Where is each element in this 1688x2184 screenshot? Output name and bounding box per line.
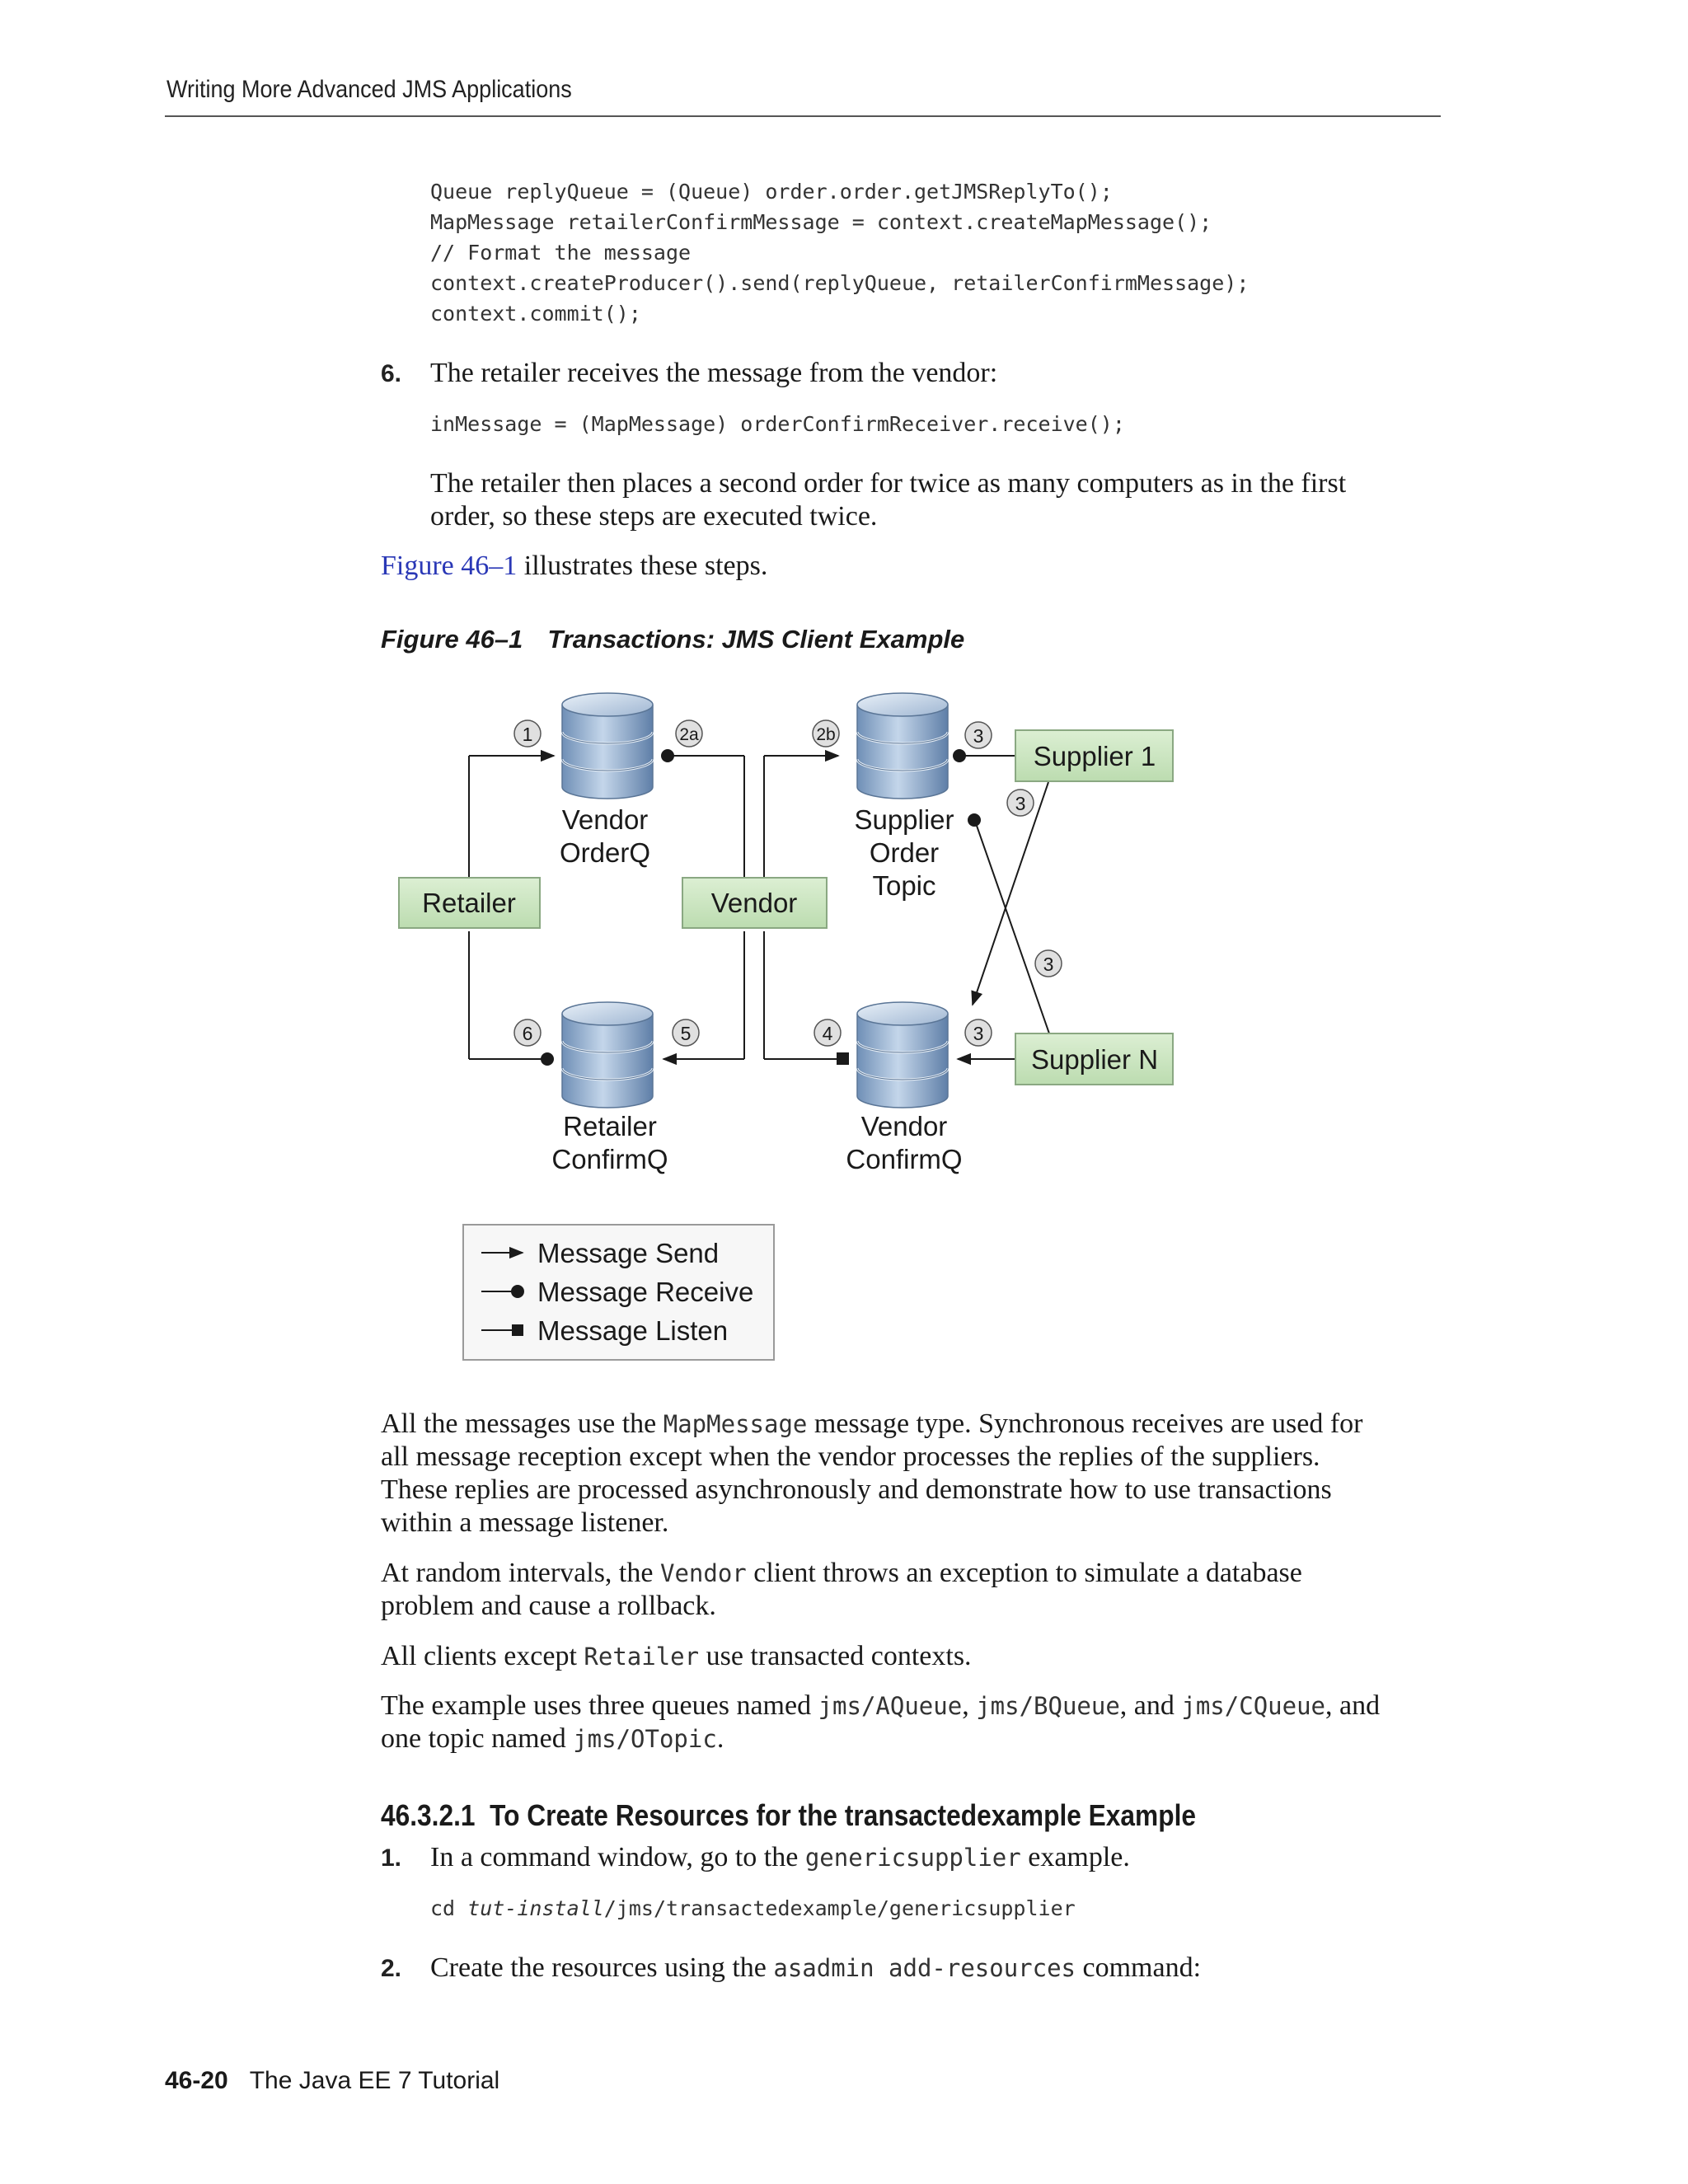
receive-dot-3b <box>968 813 981 827</box>
code-line: context.commit(); <box>430 302 641 326</box>
supplier-order-topic-label-2: Order <box>869 837 940 868</box>
step-6-paragraph <box>430 467 1346 533</box>
step-marker-3a <box>965 722 992 748</box>
section-heading <box>381 1798 1196 1833</box>
step-marker-4 <box>814 1019 841 1046</box>
supplier-order-topic-label-3: Topic <box>872 870 936 901</box>
vendor-confirmq-label-2: ConfirmQ <box>846 1144 963 1174</box>
figure-reference <box>381 550 767 583</box>
step-6-text: The retailer receives the message from the vendor: <box>430 358 998 388</box>
receive-dot-2a <box>661 749 674 762</box>
transactions-diagram <box>381 669 1205 1370</box>
step-marker-3c <box>1035 950 1062 977</box>
text-line: order, so these steps are executed twice. <box>430 501 878 532</box>
vendor-orderq-db-icon <box>562 693 653 799</box>
figure-caption <box>381 625 964 654</box>
text-line: The retailer then places a second order for twice as many computers as in the first <box>430 468 1347 499</box>
supplier-1-node-label: Supplier 1 <box>1033 741 1156 771</box>
svg-text:5: 5 <box>680 1023 692 1044</box>
header-rule <box>165 115 1441 117</box>
code-line: MapMessage retailerConfirmMessage = context.createMapMessage(); <box>430 210 1212 234</box>
text-line: problem and cause a rollback. <box>381 1591 716 1621</box>
paragraph-mapmessage <box>381 1408 1362 1540</box>
section-number: 46.3.2.1 <box>381 1798 476 1832</box>
retailer-confirmq-label-1: Retailer <box>563 1111 657 1141</box>
step-1-number: 1. <box>381 1844 402 1872</box>
vendor-confirmq-label-1: Vendor <box>860 1111 948 1141</box>
figure-number: Figure 46–1 <box>381 625 523 654</box>
supplier-n-node-label: Supplier N <box>1030 1044 1159 1075</box>
step-6-code: inMessage = (MapMessage) orderConfirmReceiver.receive(); <box>430 412 1125 436</box>
paragraph-vendor-exception <box>381 1557 1302 1623</box>
svg-text:3: 3 <box>1043 954 1054 975</box>
legend-listen-square <box>512 1324 523 1336</box>
step-2-text: Create the resources using the asadmin add-resources command: <box>430 1952 1202 1983</box>
step-marker-3b <box>1007 790 1034 816</box>
retailer-confirmq-db-icon <box>562 1002 653 1108</box>
legend-receive-label: Message Receive <box>537 1277 754 1307</box>
receive-dot-6 <box>541 1052 554 1066</box>
code-block-1 <box>430 176 1249 329</box>
code-line: Queue replyQueue = (Queue) order.order.getJMSReplyTo(); <box>430 180 1113 204</box>
figure-ref-text: illustrates these steps. <box>517 551 768 581</box>
paragraph-transacted: All clients except Retailer use transacted contexts. <box>381 1641 972 1671</box>
step-marker-5 <box>673 1019 699 1046</box>
step-marker-6 <box>514 1019 541 1046</box>
send-arrow-3c <box>973 782 1048 1005</box>
listen-square-4 <box>837 1052 849 1065</box>
figure-link[interactable]: Figure 46–1 <box>381 551 518 581</box>
supplier-order-topic-db-icon <box>857 693 948 799</box>
svg-text:3: 3 <box>1015 793 1026 814</box>
legend-receive-dot <box>511 1285 524 1298</box>
legend-listen-label: Message Listen <box>537 1315 729 1346</box>
svg-text:6: 6 <box>522 1023 533 1044</box>
text-line: All the messages use the MapMessage message type. Synchronous receives are used for <box>381 1408 1363 1439</box>
vendor-node-label: Vendor <box>710 888 798 918</box>
vendor-confirmq-db-icon <box>857 1002 948 1108</box>
retailer-node-label: Retailer <box>422 888 516 918</box>
svg-text:4: 4 <box>822 1023 833 1044</box>
text-line: These replies are processed asynchronously and demonstrate how to use transactions <box>381 1474 1332 1505</box>
step-marker-1 <box>514 720 541 747</box>
svg-text:2a: 2a <box>679 725 699 744</box>
retailer-confirmq-label-2: ConfirmQ <box>551 1144 668 1174</box>
step-6-number: 6. <box>381 360 402 387</box>
text-line: one topic named jms/OTopic. <box>381 1723 724 1754</box>
step-1-command: cd tut-install/jms/transactedexample/genericsupplier <box>430 1896 1076 1920</box>
receive-dot-3a <box>953 749 966 762</box>
svg-text:1: 1 <box>522 724 533 745</box>
svg-text:3: 3 <box>973 725 984 747</box>
page-number: 46-20 <box>165 2067 228 2094</box>
step-2-number: 2. <box>381 1955 402 1982</box>
step-1-text: In a command window, go to the genericsupplier example. <box>430 1842 1130 1872</box>
text-line: At random intervals, the Vendor client throws an exception to simulate a database <box>381 1558 1302 1588</box>
vendor-orderq-label-1: Vendor <box>561 804 649 835</box>
vendor-orderq-label-2: OrderQ <box>559 837 651 868</box>
svg-text:3: 3 <box>973 1023 984 1044</box>
section-title: To Create Resources for the transactedexample Example <box>490 1798 1196 1832</box>
code-line: context.createProducer().send(replyQueue, retailerConfirmMessage); <box>430 271 1250 295</box>
paragraph-queues <box>381 1690 1380 1755</box>
svg-text:2b: 2b <box>816 725 836 744</box>
step-marker-2b <box>813 720 839 747</box>
text-line: within a message listener. <box>381 1507 669 1538</box>
step-marker-3d <box>965 1019 992 1046</box>
text-line: all message reception except when the vendor processes the replies of the suppliers. <box>381 1441 1320 1472</box>
code-line: // Format the message <box>430 241 692 265</box>
text-line: The example uses three queues named jms/AQueue, jms/BQueue, and jms/CQueue, and <box>381 1690 1381 1721</box>
page-footer <box>165 2067 499 2095</box>
legend-send-label: Message Send <box>537 1238 720 1268</box>
figure-title: Transactions: JMS Client Example <box>547 625 965 654</box>
running-header: Writing More Advanced JMS Applications <box>166 76 572 103</box>
step-marker-2a <box>676 720 702 747</box>
supplier-order-topic-label-1: Supplier <box>854 804 954 835</box>
book-title: The Java EE 7 Tutorial <box>249 2067 500 2094</box>
